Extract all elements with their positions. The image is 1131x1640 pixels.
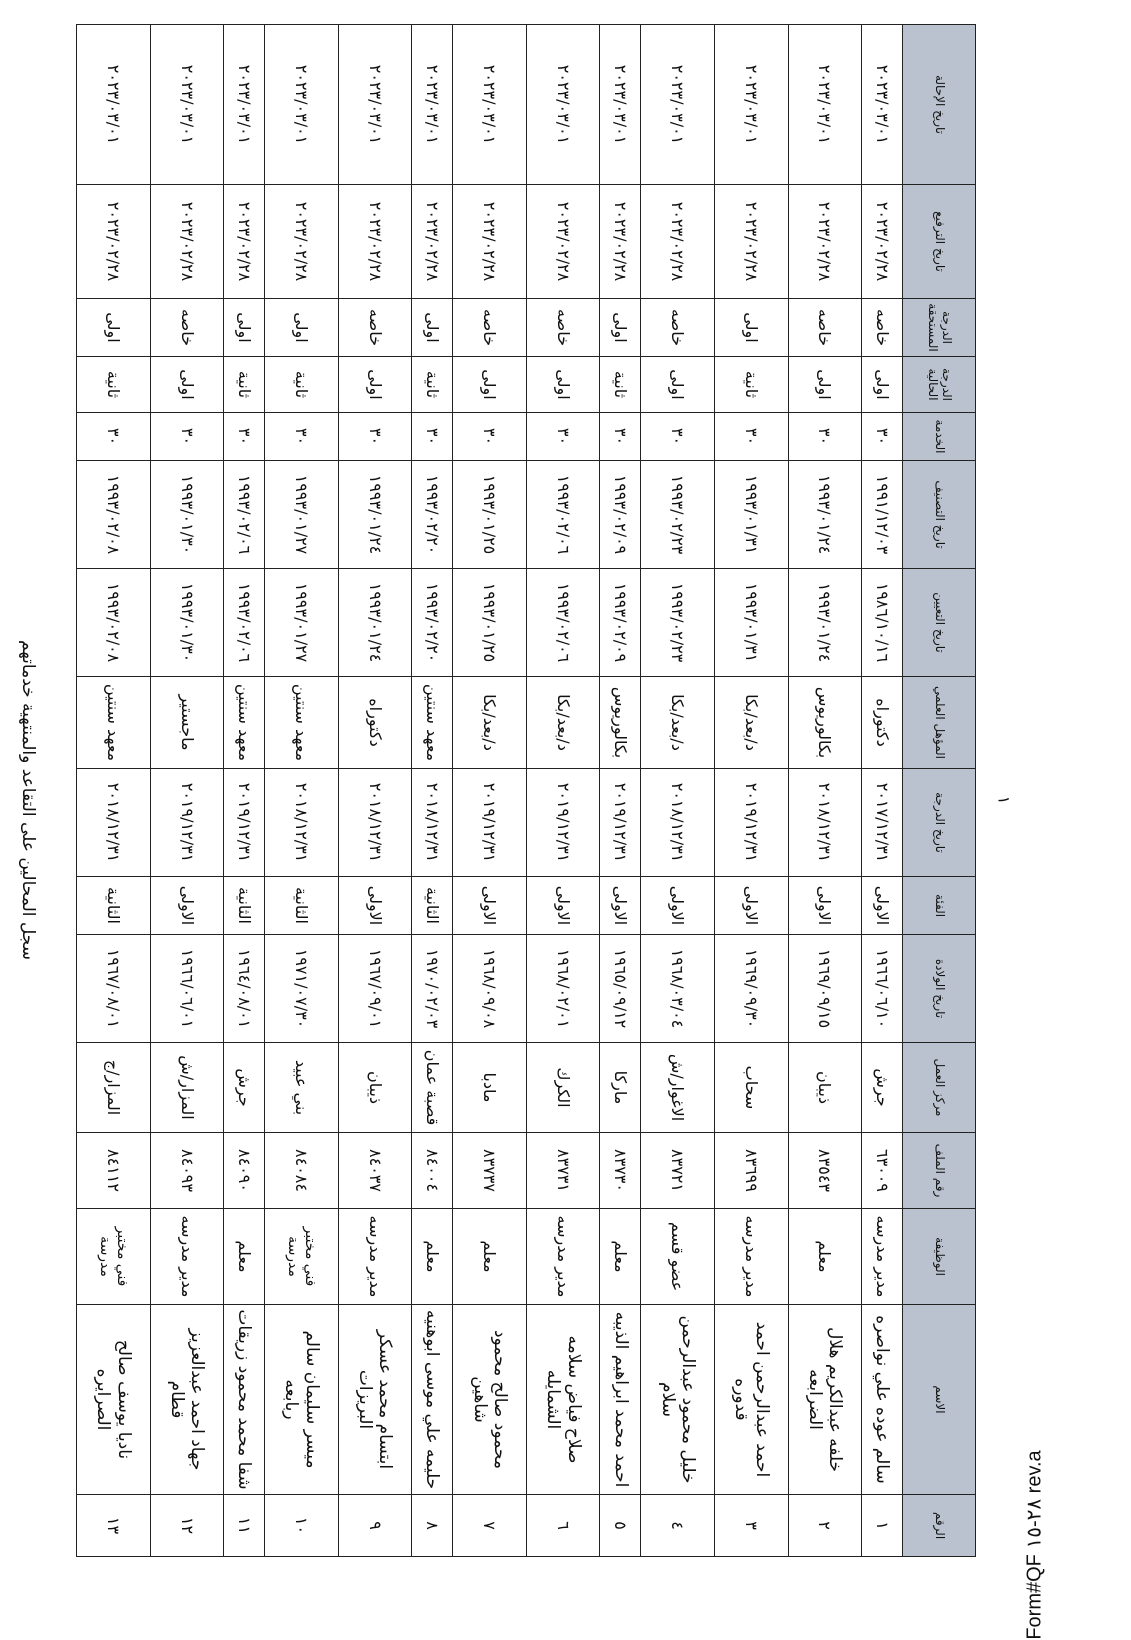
col-service-cell: ٣٠ — [788, 413, 862, 461]
col-qualification-cell: ماجستير — [150, 677, 224, 769]
col-retirement-date-header: تاريخ الإحالة — [903, 25, 976, 185]
col-job-cell: مدير مدرسه — [150, 1209, 224, 1305]
col-promotion-date-header: تاريخ الترفيع — [903, 185, 976, 299]
col-file-number-cell: ٨٤١١٢ — [77, 1133, 151, 1209]
table-row — [77, 25, 151, 1557]
col-service-cell: ٣٠ — [526, 413, 600, 461]
col-due-grade-cell: خاصه — [788, 299, 862, 357]
col-job-cell: مدير مدرسه — [526, 1209, 600, 1305]
col-file-number-cell: ٨٣٧٢١ — [641, 1133, 715, 1209]
page-title: سجل المحالين على التقاعد والمنتهية خدماتهم — [18, 640, 38, 960]
col-file-number-cell: ٨٣٥٤٣ — [788, 1133, 862, 1209]
col-number-cell: ٩ — [338, 1495, 412, 1557]
col-number-cell: ٥ — [600, 1495, 641, 1557]
retirees-register-table-wrapper — [76, 24, 976, 1556]
table-row — [150, 25, 224, 1557]
col-current-grade-cell: ثانية — [77, 357, 151, 413]
col-classification-date-cell: ١٩٩٣/٠٢/٢٣ — [641, 461, 715, 569]
col-work-center-cell: المزار/ش — [150, 1043, 224, 1133]
table-row — [862, 25, 903, 1557]
col-birth-date-cell: ١٩٦٩/٠٩/١٥ — [788, 935, 862, 1043]
col-name-cell: شفا محمد محمود زريقات — [224, 1305, 265, 1495]
col-current-grade-cell: اولى — [338, 357, 412, 413]
col-category-cell: الاولى — [453, 877, 527, 935]
col-file-number-header: رقم الملف — [903, 1133, 976, 1209]
table-row — [265, 25, 339, 1557]
table-row — [788, 25, 862, 1557]
col-retirement-date-cell: ٢٠٢٣/٠٣/٠١ — [150, 25, 224, 185]
col-category-cell: الاولى — [150, 877, 224, 935]
col-promotion-date-cell: ٢٠٢٣/٠٢/٢٨ — [412, 185, 453, 299]
col-file-number-cell: ٨٤٠٣٧ — [338, 1133, 412, 1209]
col-classification-date-cell: ١٩٩٣/٠١/٢٧ — [265, 461, 339, 569]
table-row — [714, 25, 788, 1557]
col-grade-date-cell: ٢٠١٩/١٢/٣١ — [453, 769, 527, 877]
col-due-grade-cell: خاصه — [862, 299, 903, 357]
col-retirement-date-cell: ٢٠٢٣/٠٣/٠١ — [338, 25, 412, 185]
col-appointment-date-cell: ١٩٩٣/٠٢/٠٦ — [526, 569, 600, 677]
col-birth-date-cell: ١٩٧٠/٠٢/٠٣ — [412, 935, 453, 1043]
col-due-grade-header: الدرجة المستحقة — [903, 299, 976, 357]
col-current-grade-cell: اولى — [453, 357, 527, 413]
col-grade-date-cell: ٢٠١٨/١٢/٣١ — [338, 769, 412, 877]
table-header — [903, 25, 976, 1557]
col-category-cell: الاولى — [526, 877, 600, 935]
table-row — [600, 25, 641, 1557]
col-name-cell: ميسر سليمان سالم ربابعه — [265, 1305, 339, 1495]
col-due-grade-cell: خاصه — [641, 299, 715, 357]
col-classification-date-cell: ١٩٩٣/٠٢/٠٦ — [526, 461, 600, 569]
col-service-cell: ٣٠ — [412, 413, 453, 461]
col-retirement-date-cell: ٢٠٢٣/٠٣/٠١ — [600, 25, 641, 185]
col-number-cell: ٨ — [412, 1495, 453, 1557]
col-appointment-date-cell: ١٩٩٣/٠١/٢٤ — [788, 569, 862, 677]
col-current-grade-cell: ثانية — [714, 357, 788, 413]
col-work-center-cell: ذيبان — [338, 1043, 412, 1133]
col-retirement-date-cell: ٢٠٢٣/٠٣/٠١ — [641, 25, 715, 185]
col-category-cell: الاولى — [600, 877, 641, 935]
col-birth-date-cell: ١٩٦٨/٠٩/٠٨ — [453, 935, 527, 1043]
col-retirement-date-cell: ٢٠٢٣/٠٣/٠١ — [265, 25, 339, 185]
col-appointment-date-cell: ١٩٨٦/١٠/١٦ — [862, 569, 903, 677]
col-name-cell: جهاد احمد عبدالعزيز قطام — [150, 1305, 224, 1495]
col-due-grade-cell: خاصه — [526, 299, 600, 357]
col-job-cell: مدير مدرسه — [714, 1209, 788, 1305]
col-service-cell: ٣٠ — [641, 413, 715, 461]
col-grade-date-cell: ٢٠١٩/١٢/٣١ — [600, 769, 641, 877]
form-code: Form#QF ٢٨-١٥ rev.a — [1023, 1450, 1046, 1640]
col-retirement-date-cell: ٢٠٢٣/٠٣/٠١ — [714, 25, 788, 185]
col-file-number-cell: ٨٤٠٩٣ — [150, 1133, 224, 1209]
col-category-cell: الاولى — [641, 877, 715, 935]
col-appointment-date-cell: ١٩٩٣/٠٢/٠٦ — [224, 569, 265, 677]
col-grade-date-cell: ٢٠١٧/١٢/٣١ — [862, 769, 903, 877]
table-body — [77, 25, 903, 1557]
col-name-cell: خلفه عبدالكريم هلال الضرابعه — [788, 1305, 862, 1495]
col-category-cell: الاولى — [338, 877, 412, 935]
col-job-cell: معلم — [788, 1209, 862, 1305]
col-number-cell: ١١ — [224, 1495, 265, 1557]
col-grade-date-cell: ٢٠١٨/١٢/٣١ — [265, 769, 339, 877]
col-qualification-cell: د/بعد/بكا — [641, 677, 715, 769]
col-work-center-cell: ماركا — [600, 1043, 641, 1133]
col-service-cell: ٣٠ — [224, 413, 265, 461]
col-retirement-date-cell: ٢٠٢٣/٠٣/٠١ — [412, 25, 453, 185]
col-promotion-date-cell: ٢٠٢٣/٠٢/٢٨ — [862, 185, 903, 299]
col-grade-date-cell: ٢٠١٩/١٢/٣١ — [714, 769, 788, 877]
col-grade-date-cell: ٢٠١٩/١٢/٣١ — [224, 769, 265, 877]
col-grade-date-cell: ٢٠١٩/١٢/٣١ — [526, 769, 600, 877]
col-name-cell: ناديا يوسف صالح الصرايره — [77, 1305, 151, 1495]
table-row — [412, 25, 453, 1557]
col-appointment-date-header: تاريخ التعيين — [903, 569, 976, 677]
col-category-cell: الثانية — [224, 877, 265, 935]
col-due-grade-cell: اولى — [714, 299, 788, 357]
col-qualification-cell: د/بعد/بكا — [526, 677, 600, 769]
col-birth-date-cell: ١٩٦٧/٠٩/٠١ — [338, 935, 412, 1043]
col-work-center-cell: الاغوار/ش — [641, 1043, 715, 1133]
col-appointment-date-cell: ١٩٩٣/٠١/٣١ — [714, 569, 788, 677]
col-work-center-cell: جرش — [224, 1043, 265, 1133]
col-category-cell: الثانية — [77, 877, 151, 935]
col-number-cell: ٦ — [526, 1495, 600, 1557]
table-row — [526, 25, 600, 1557]
col-qualification-header: المؤهل العلمي — [903, 677, 976, 769]
col-current-grade-cell: ثانية — [412, 357, 453, 413]
col-qualification-cell: معهد سنتين — [412, 677, 453, 769]
table-row — [224, 25, 265, 1557]
col-work-center-cell: بني عبيد — [265, 1043, 339, 1133]
col-job-cell: مدير مدرسه — [862, 1209, 903, 1305]
col-appointment-date-cell: ١٩٩٣/٠١/٢٥ — [453, 569, 527, 677]
col-category-cell: الثانية — [265, 877, 339, 935]
col-work-center-cell: جرش — [862, 1043, 903, 1133]
header-row — [903, 25, 976, 1557]
col-qualification-cell: معهد سنتين — [77, 677, 151, 769]
col-service-cell: ٣٠ — [338, 413, 412, 461]
col-classification-date-cell: ١٩٩٣/٠١/٢٤ — [338, 461, 412, 569]
col-service-cell: ٣٠ — [600, 413, 641, 461]
col-file-number-cell: ٨٤٠٩٠ — [224, 1133, 265, 1209]
col-service-cell: ٣٠ — [714, 413, 788, 461]
col-file-number-cell: ٨٣٧٣٠ — [600, 1133, 641, 1209]
col-classification-date-cell: ١٩٩٣/٠١/٣١ — [714, 461, 788, 569]
col-qualification-cell: د/بعد/بكا — [453, 677, 527, 769]
col-service-cell: ٣٠ — [862, 413, 903, 461]
col-retirement-date-cell: ٢٠٢٣/٠٣/٠١ — [862, 25, 903, 185]
col-job-cell: معلم — [600, 1209, 641, 1305]
col-grade-date-cell: ٢٠١٨/١٢/٣١ — [788, 769, 862, 877]
col-classification-date-cell: ١٩٩٣/٠١/٢٤ — [788, 461, 862, 569]
col-grade-date-cell: ٢٠١٨/١٢/٣١ — [412, 769, 453, 877]
col-current-grade-cell: ثانية — [265, 357, 339, 413]
col-appointment-date-cell: ١٩٩٣/٠١/٢٧ — [265, 569, 339, 677]
col-work-center-cell: سحاب — [714, 1043, 788, 1133]
col-work-center-cell: المزار/ج — [77, 1043, 151, 1133]
col-appointment-date-cell: ١٩٩٣/٠٢/٢٣ — [641, 569, 715, 677]
retirees-register-table — [76, 24, 976, 1557]
col-number-header: الرقم — [903, 1495, 976, 1557]
col-promotion-date-cell: ٢٠٢٣/٠٢/٢٨ — [526, 185, 600, 299]
col-due-grade-cell: خاصه — [338, 299, 412, 357]
col-birth-date-cell: ١٩٦٦/٠٦/١٠ — [862, 935, 903, 1043]
col-current-grade-cell: اولى — [526, 357, 600, 413]
col-job-cell: فني مختبر مدرسة — [77, 1209, 151, 1305]
col-retirement-date-cell: ٢٠٢٣/٠٣/٠١ — [788, 25, 862, 185]
col-grade-date-cell: ٢٠١٨/١٢/٣١ — [77, 769, 151, 877]
col-birth-date-cell: ١٩٦٥/٠٩/١٢ — [600, 935, 641, 1043]
col-service-cell: ٣٠ — [453, 413, 527, 461]
col-due-grade-cell: اولى — [77, 299, 151, 357]
col-grade-date-header: تاريخ الدرجة — [903, 769, 976, 877]
col-number-cell: ٣ — [714, 1495, 788, 1557]
col-promotion-date-cell: ٢٠٢٣/٠٢/٢٨ — [453, 185, 527, 299]
col-retirement-date-cell: ٢٠٢٣/٠٣/٠١ — [526, 25, 600, 185]
col-name-cell: صلاح فياض سلامه الشمايله — [526, 1305, 600, 1495]
col-due-grade-cell: اولى — [600, 299, 641, 357]
col-classification-date-cell: ١٩٩٣/٠٢/٠٩ — [600, 461, 641, 569]
col-job-cell: عضو قسم — [641, 1209, 715, 1305]
col-classification-date-cell: ١٩٩٣/٠١/٢٥ — [453, 461, 527, 569]
col-qualification-cell: بكالوريوس — [600, 677, 641, 769]
col-current-grade-cell: اولى — [862, 357, 903, 413]
col-job-cell: معلم — [224, 1209, 265, 1305]
col-file-number-cell: ٨٣٧٣٧ — [453, 1133, 527, 1209]
col-current-grade-cell: اولى — [788, 357, 862, 413]
table-row — [641, 25, 715, 1557]
col-retirement-date-cell: ٢٠٢٣/٠٣/٠١ — [224, 25, 265, 185]
col-due-grade-cell: خاصه — [150, 299, 224, 357]
col-number-cell: ٢ — [788, 1495, 862, 1557]
col-category-cell: الاولى — [714, 877, 788, 935]
col-qualification-cell: معهد سنتين — [224, 677, 265, 769]
col-work-center-cell: مادبا — [453, 1043, 527, 1133]
col-promotion-date-cell: ٢٠٢٣/٠٢/٢٨ — [77, 185, 151, 299]
col-name-cell: خليل محمود عبدالرحمن سلام — [641, 1305, 715, 1495]
page-number: ١ — [994, 795, 1014, 805]
col-birth-date-cell: ١٩٦٩/٠٩/٣٠ — [714, 935, 788, 1043]
col-promotion-date-cell: ٢٠٢٣/٠٢/٢٨ — [600, 185, 641, 299]
col-promotion-date-cell: ٢٠٢٣/٠٢/٢٨ — [714, 185, 788, 299]
col-appointment-date-cell: ١٩٩٣/٠١/٣٠ — [150, 569, 224, 677]
col-current-grade-cell: ثانية — [600, 357, 641, 413]
col-category-cell: الثانية — [412, 877, 453, 935]
col-name-cell: حليمه علي موسى ابوهنيه — [412, 1305, 453, 1495]
col-name-cell: احمد عبدالرحمن احمد قدوره — [714, 1305, 788, 1495]
col-classification-date-cell: ١٩٩٣/٠١/٣٠ — [150, 461, 224, 569]
col-number-cell: ٤ — [641, 1495, 715, 1557]
col-birth-date-cell: ١٩٦٧/٠٨/٠١ — [77, 935, 151, 1043]
col-birth-date-cell: ١٩٦٦/٠٦/٠١ — [150, 935, 224, 1043]
col-birth-date-header: تاريخ الولادة — [903, 935, 976, 1043]
table-row — [338, 25, 412, 1557]
col-retirement-date-cell: ٢٠٢٣/٠٣/٠١ — [453, 25, 527, 185]
col-classification-date-cell: ١٩٩٣/٠٢/٠٨ — [77, 461, 151, 569]
col-service-header: الخدمة — [903, 413, 976, 461]
col-promotion-date-cell: ٢٠٢٣/٠٢/٢٨ — [338, 185, 412, 299]
col-due-grade-cell: اولى — [265, 299, 339, 357]
col-job-cell: فني مختبر مدرسة — [265, 1209, 339, 1305]
col-appointment-date-cell: ١٩٩٣/٠٢/٠٨ — [77, 569, 151, 677]
col-number-cell: ١ — [862, 1495, 903, 1557]
col-promotion-date-cell: ٢٠٢٣/٠٢/٢٨ — [265, 185, 339, 299]
col-due-grade-cell: اولى — [224, 299, 265, 357]
col-number-cell: ١٢ — [150, 1495, 224, 1557]
col-file-number-cell: ٨٤٠٨٤ — [265, 1133, 339, 1209]
col-name-cell: احمد محمد ابراهيم الذيبه — [600, 1305, 641, 1495]
col-qualification-cell: دكتوراه — [338, 677, 412, 769]
col-classification-date-cell: ١٩٩٣/٠٢/٢٠ — [412, 461, 453, 569]
col-retirement-date-cell: ٢٠٢٣/٠٣/٠١ — [77, 25, 151, 185]
col-birth-date-cell: ١٩٦٤/٠٨/٠١ — [224, 935, 265, 1043]
col-grade-date-cell: ٢٠١٩/١٢/٣١ — [150, 769, 224, 877]
col-appointment-date-cell: ١٩٩٣/٠١/٢٤ — [338, 569, 412, 677]
col-file-number-cell: ٨٣٦٩٩ — [714, 1133, 788, 1209]
col-work-center-header: مركز العمل — [903, 1043, 976, 1133]
col-work-center-cell: الكرك — [526, 1043, 600, 1133]
col-service-cell: ٣٠ — [77, 413, 151, 461]
col-qualification-cell: بكالوريوس — [788, 677, 862, 769]
col-appointment-date-cell: ١٩٩٣/٠٢/٠٩ — [600, 569, 641, 677]
col-file-number-cell: ٨٣٧٣١ — [526, 1133, 600, 1209]
col-promotion-date-cell: ٢٠٢٣/٠٢/٢٨ — [150, 185, 224, 299]
col-due-grade-cell: اولى — [412, 299, 453, 357]
col-category-header: الفئة — [903, 877, 976, 935]
col-job-cell: معلم — [453, 1209, 527, 1305]
col-job-cell: مدير مدرسه — [338, 1209, 412, 1305]
col-promotion-date-cell: ٢٠٢٣/٠٢/٢٨ — [224, 185, 265, 299]
col-promotion-date-cell: ٢٠٢٣/٠٢/٢٨ — [641, 185, 715, 299]
col-grade-date-cell: ٢٠١٨/١٢/٣١ — [641, 769, 715, 877]
col-name-header: الاسم — [903, 1305, 976, 1495]
col-promotion-date-cell: ٢٠٢٣/٠٢/٢٨ — [788, 185, 862, 299]
col-name-cell: محمود صالح محمود شاهين — [453, 1305, 527, 1495]
col-birth-date-cell: ١٩٧١/٠٧/٣٠ — [265, 935, 339, 1043]
col-number-cell: ١٣ — [77, 1495, 151, 1557]
col-qualification-cell: د/بعد/بكا — [714, 677, 788, 769]
col-current-grade-cell: اولى — [641, 357, 715, 413]
col-appointment-date-cell: ١٩٩٣/٠٢/٢٠ — [412, 569, 453, 677]
col-number-cell: ٧ — [453, 1495, 527, 1557]
col-classification-date-cell: ١٩٩١/١٢/٠٣ — [862, 461, 903, 569]
col-current-grade-cell: ثانية — [224, 357, 265, 413]
col-job-cell: معلم — [412, 1209, 453, 1305]
col-qualification-cell: معهد سنتين — [265, 677, 339, 769]
col-classification-date-header: تاريخ التصنيف — [903, 461, 976, 569]
col-current-grade-header: الدرجة الحالية — [903, 357, 976, 413]
col-service-cell: ٣٠ — [150, 413, 224, 461]
col-birth-date-cell: ١٩٦٨/٠٣/٠٤ — [641, 935, 715, 1043]
col-file-number-cell: ٦٣٠٠٩ — [862, 1133, 903, 1209]
col-name-cell: سالم عوده علي نواصره — [862, 1305, 903, 1495]
col-work-center-cell: قصبة عمان — [412, 1043, 453, 1133]
col-service-cell: ٣٠ — [265, 413, 339, 461]
col-file-number-cell: ٨٤٠٠٤ — [412, 1133, 453, 1209]
col-category-cell: الاولى — [788, 877, 862, 935]
col-due-grade-cell: خاصه — [453, 299, 527, 357]
col-birth-date-cell: ١٩٦٨/٠٢/٠١ — [526, 935, 600, 1043]
col-name-cell: ابتسام محمد عسكر البريزات — [338, 1305, 412, 1495]
table-row — [453, 25, 527, 1557]
col-work-center-cell: ذيبان — [788, 1043, 862, 1133]
col-category-cell: الاولى — [862, 877, 903, 935]
col-current-grade-cell: اولى — [150, 357, 224, 413]
col-classification-date-cell: ١٩٩٣/٠٢/٠٦ — [224, 461, 265, 569]
col-qualification-cell: دكتوراه — [862, 677, 903, 769]
col-job-header: الوظيفة — [903, 1209, 976, 1305]
col-number-cell: ١٠ — [265, 1495, 339, 1557]
